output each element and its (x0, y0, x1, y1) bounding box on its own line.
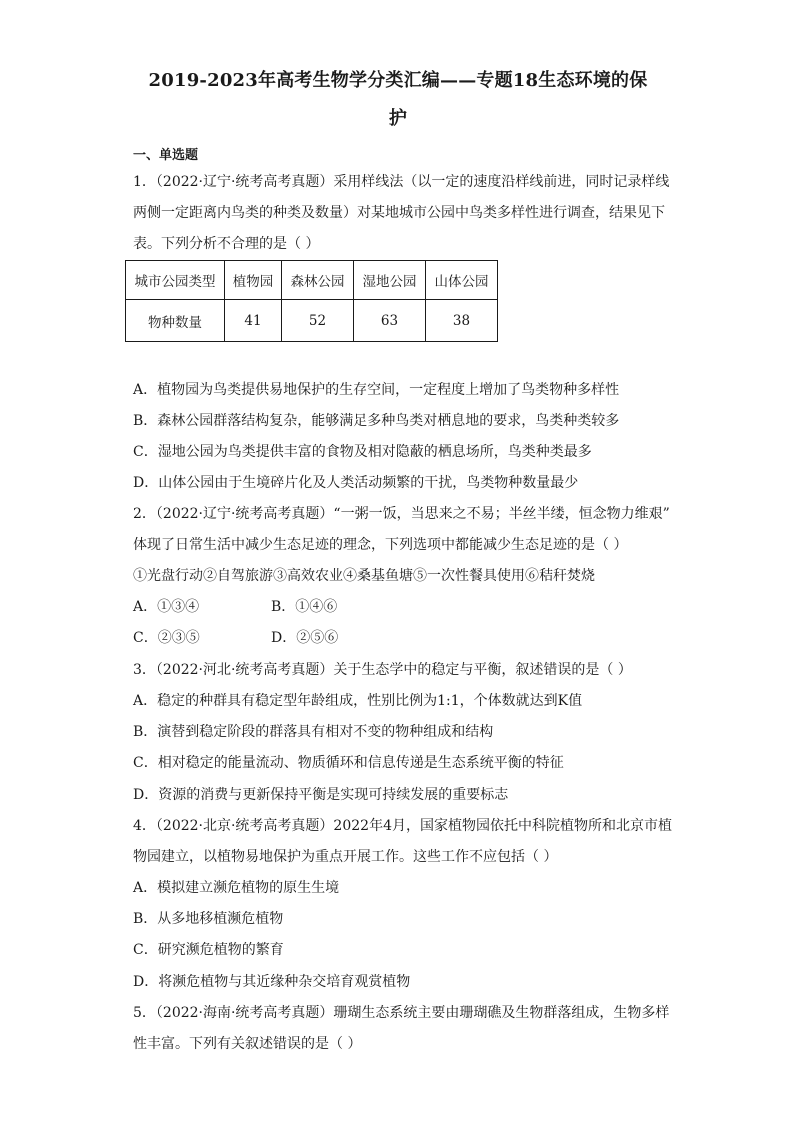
q2-options-row-1 (133, 597, 337, 617)
table-header-cell: 湿地公园 (354, 261, 426, 300)
table-header-row (126, 261, 498, 300)
survey-table (125, 260, 498, 342)
section-heading: 一、单选题 (133, 148, 199, 163)
table-cell: 41 (225, 300, 282, 342)
q4-stem-line-1: 4．（2022·北京·统考高考真题）2022年4月，国家植物园依托中科院植物所和北京市植 (133, 818, 672, 834)
q1-stem-line-1: 1．（2022·辽宁·统考高考真题）采用样线法（以一定的速度沿样线前进，同时记录样线 (133, 174, 670, 190)
page-title (120, 62, 676, 138)
table-cell: 52 (282, 300, 354, 342)
table-cell: 物种数量 (126, 300, 225, 342)
table-row (126, 300, 498, 342)
table-header-cell: 山体公园 (426, 261, 498, 300)
title-line-2: 护 (388, 108, 408, 129)
q4-stem-line-2: 物园建立，以植物易地保护为重点开展工作。这些工作不应包括（ ） (133, 849, 558, 865)
q1-option-a: A．植物园为鸟类提供易地保护的生存空间，一定程度上增加了鸟类物种多样性 (133, 382, 620, 398)
q2-stem-line-2: 体现了日常生活中减少生态足迹的理念，下列选项中都能减少生态足迹的是（ ） (133, 537, 628, 553)
q1-option-c: C．湿地公园为鸟类提供丰富的食物及相对隐蔽的栖息场所，鸟类种类最多 (133, 444, 592, 460)
q3-option-c: C．相对稳定的能量流动、物质循环和信息传递是生态系统平衡的特征 (133, 755, 564, 771)
title-line-1: 2019-2023年高考生物学分类汇编——专题18生态环境的保 (148, 70, 648, 91)
q3-option-b: B．演替到稳定阶段的群落具有相对不变的物种组成和结构 (133, 724, 494, 740)
q2-stem-line-3: ①光盘行动②自驾旅游③高效农业④桑基鱼塘⑤一次性餐具使用⑥秸秆焚烧 (133, 568, 595, 584)
q3-stem-line-1: 3．（2022·河北·统考高考真题）关于生态学中的稳定与平衡，叙述错误的是（ ） (133, 662, 632, 678)
q2-option-c: C．②③⑤ (133, 630, 200, 646)
q2-option-a: A．①③④ (133, 599, 200, 615)
q2-option-b: B．①④⑥ (271, 599, 338, 615)
q1-option-b: B．森林公园群落结构复杂，能够满足多种鸟类对栖息地的要求，鸟类种类较多 (133, 413, 620, 429)
q4-option-b: B．从多地移植濒危植物 (133, 911, 284, 927)
q3-option-d: D．资源的消费与更新保持平衡是实现可持续发展的重要标志 (133, 787, 509, 803)
q4-option-a: A．模拟建立濒危植物的原生生境 (133, 880, 340, 896)
table-cell: 38 (426, 300, 498, 342)
table-header-cell: 植物园 (225, 261, 282, 300)
table-cell: 63 (354, 300, 426, 342)
q4-option-c: C．研究濒危植物的繁育 (133, 942, 284, 958)
q1-stem-line-3: 表。下列分析不合理的是（ ） (133, 236, 320, 252)
q5-stem-line-1: 5．（2022·海南·统考高考真题）珊瑚生态系统主要由珊瑚礁及生物群落组成，生物多样 (133, 1005, 670, 1021)
q3-option-a: A．稳定的种群具有稳定型年龄组成，性别比例为1:1，个体数就达到K值 (133, 693, 583, 709)
q1-option-d: D．山体公园由于生境碎片化及人类活动频繁的干扰，鸟类物种数量最少 (133, 475, 579, 491)
q2-stem-line-1: 2．（2022·辽宁·统考高考真题）“一粥一饭，当思来之不易；半丝半缕，恒念物力维艰” (133, 506, 670, 522)
q2-options-row-2 (133, 628, 338, 648)
q1-stem-line-2: 两侧一定距离内鸟类的种类及数量）对某地城市公园中鸟类多样性进行调查，结果见下 (133, 205, 665, 221)
table-header-cell: 城市公园类型 (126, 261, 225, 300)
q2-option-d: D．②⑤⑥ (271, 630, 339, 646)
q4-option-d: D．将濒危植物与其近缘种杂交培育观赏植物 (133, 974, 411, 990)
table-header-cell: 森林公园 (282, 261, 354, 300)
q5-stem-line-2: 性丰富。下列有关叙述错误的是（ ） (133, 1036, 362, 1052)
